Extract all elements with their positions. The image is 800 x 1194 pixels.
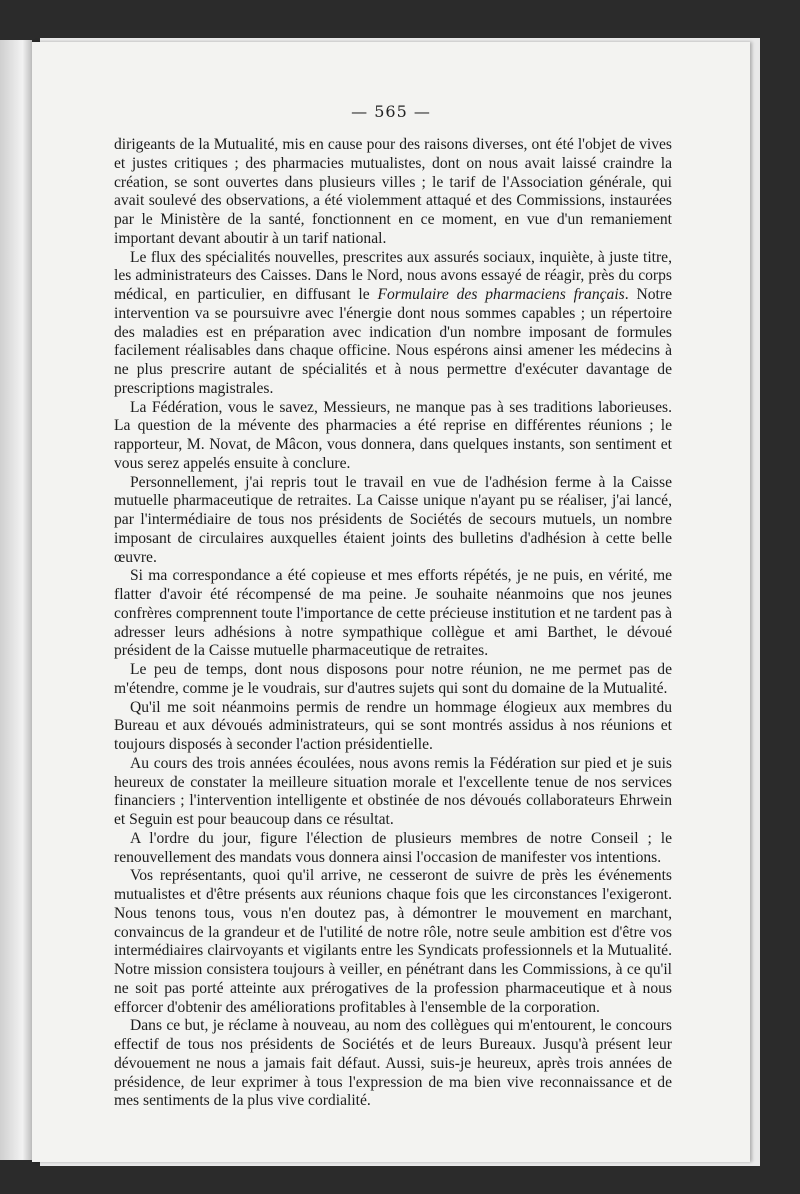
paragraph: Le flux des spécialités nouvelles, prescrites aux assurés sociaux, inquiète, à juste titre, les administrateurs des Caisses. Dans le Nord, nous avons essayé de réagir, près du corps médical, en particulier, en diffusant le Formulaire des pharmaciens français. Notre intervention va se poursuivre avec l'énergie dont nous sommes capables ; un répertoire des maladies est en préparation avec indication d'un nombre imposant de formules facilement réalisables dans chaque officine. Nous espérons ainsi amener les médecins à ne plus prescrire autant de spécialités et à nous permettre d'exécuter davantage de prescriptions magistrales. <box>114 248 672 397</box>
paragraph: La Fédération, vous le savez, Messieurs, ne manque pas à ses traditions laborieuses. La question de la mévente des pharmacies a été reprise en différentes réunions ; le rapporteur, M. Novat, de Mâcon, vous donnera, dans quelques instants, son sentiment et vous serez appelés ensuite à conclure. <box>114 398 672 472</box>
paragraph: Vos représentants, quoi qu'il arrive, ne cesseront de suivre de près les événements mutualistes et d'être présents aux réunions chaque fois que les circonstances l'exigeront. Nous tenons tous, vous n'en doutez pas, à démontrer le mouvement en marchant, convaincus de la grandeur et de l'utilité de notre rôle, notre seule ambition est d'être vos intermédiaires clairvoyants et vigilants entre les Syndicats professionnels et la Mutualité. Notre mission consistera toujours à veiller, en pénétrant dans les Commissions, à ce qu'il ne soit pas porté atteinte aux prérogatives de la profession pharmaceutique et à nous efforcer d'obtenir des améliorations profitables à l'ensemble de la corporation. <box>114 867 672 1016</box>
paragraph: Dans ce but, je réclame à nouveau, au nom des collègues qui m'entourent, le concours effectif de tous nos présidents de Sociétés et de leurs Bureaux. Jusqu'à présent leur dévouement ne nous a jamais fait défaut. Aussi, suis-je heureux, après trois années de présidence, de leur exprimer à tous l'expression de ma bien vive reconnaissance et de mes sentiments de la plus vive cordialité. <box>114 1017 672 1110</box>
paragraph: Personnellement, j'ai repris tout le travail en vue de l'adhésion ferme à la Caisse mutuelle pharmaceutique de retraites. La Caisse unique n'ayant pu se réaliser, j'ai lancé, par l'intermédiaire de tous nos présidents de Sociétés de secours mutuels, un nombre imposant de circulaires auxquelles étaient joints des bulletins d'adhésion à cette belle œuvre. <box>114 473 672 566</box>
book-title: Formulaire des pharmaciens français <box>377 286 625 303</box>
page-number: — 565 — <box>351 102 431 121</box>
paragraph: Si ma correspondance a été copieuse et mes efforts répétés, je ne puis, en vérité, me flatter d'avoir été récompensé de ma peine. Je souhaite néanmoins que nos jeunes confrères comprennent toute l'importance de cette précieuse institution et ne tardent pas à adresser leurs adhésions à notre sympathique collègue et ami Barthet, le dévoué président de la Caisse mutuelle pharmaceutique de retraites. <box>114 567 672 660</box>
facing-page-edge <box>0 40 32 1160</box>
paragraph: Au cours des trois années écoulées, nous avons remis la Fédération sur pied et je suis heureux de constater la meilleure situation morale et l'excellente tenue de nos services financiers ; l'intervention intelligente et obstinée de nos dévoués collaborateurs Ehrwein et Seguin est pour beaucoup dans ce résultat. <box>114 754 672 828</box>
document-page <box>32 42 750 1162</box>
body-text <box>114 136 672 1111</box>
paragraph: A l'ordre du jour, figure l'élection de plusieurs membres de notre Conseil ; le renouvellement des mandats vous donnera ainsi l'occasion de manifester vos intentions. <box>114 829 672 866</box>
paragraph: Le peu de temps, dont nous disposons pour notre réunion, ne me permet pas de m'étendre, comme je le voudrais, sur d'autres sujets qui sont du domaine de la Mutualité. <box>114 661 672 697</box>
paragraph: Qu'il me soit néanmoins permis de rendre un hommage élogieux aux membres du Bureau et aux dévoués administrateurs, qui se sont montrés assidus à nos réunions et toujours disposés à seconder l'action présidentielle. <box>114 698 672 753</box>
paragraph: dirigeants de la Mutualité, mis en cause pour des raisons diverses, ont été l'objet de vives et justes critiques ; des pharmacies mutualistes, dont on nous avait laissé craindre la création, se sont ouvertes dans plusieurs villes ; le tarif de l'Association générale, qui avait soulevé des observations, a été violemment attaqué et des Commissions, instaurées par le Ministère de la santé, fonctionnent en ce moment, en vue d'un remaniement important devant aboutir à un tarif national. <box>114 136 672 247</box>
